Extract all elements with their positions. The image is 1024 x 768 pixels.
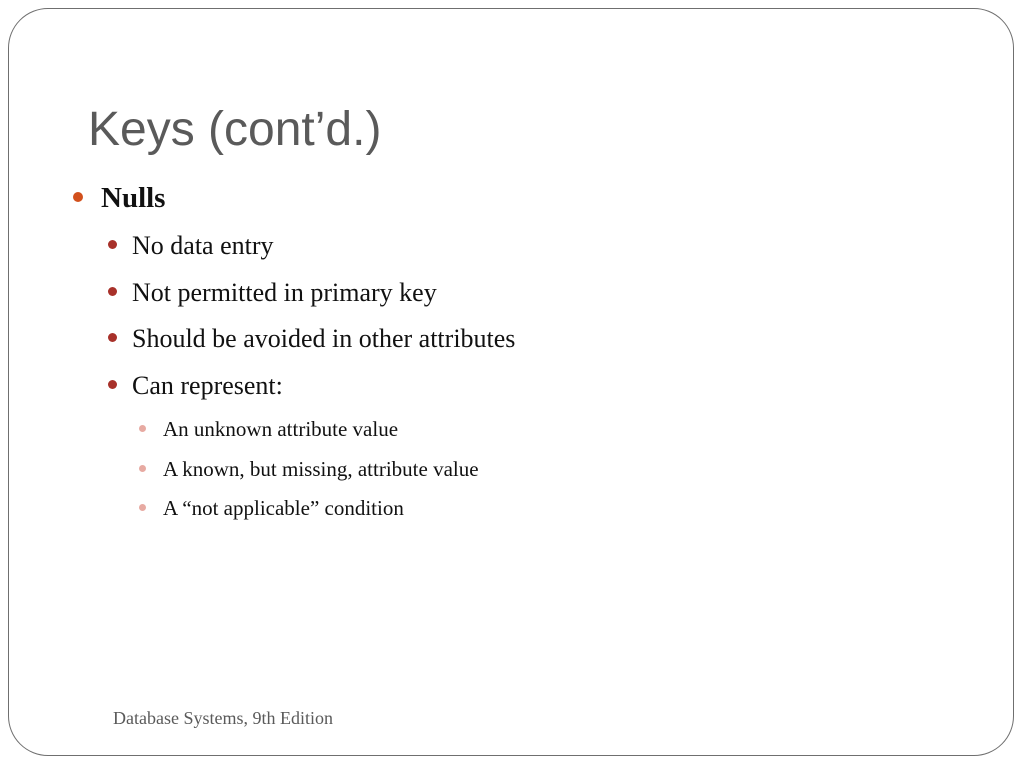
- bullet-marker-icon: [108, 333, 117, 342]
- bullet-text: Not permitted in primary key: [132, 278, 437, 307]
- bullet-marker-icon: [139, 465, 146, 472]
- slide-title: Keys (cont’d.): [88, 103, 382, 156]
- bullet-marker-icon: [73, 192, 83, 202]
- sub-bullet-item: [132, 370, 283, 402]
- bullet-marker-icon: [108, 287, 117, 296]
- bullet-marker-icon: [108, 240, 117, 249]
- sub-sub-bullet-item: [163, 495, 404, 521]
- bullet-marker-icon: [108, 380, 117, 389]
- bullet-marker-icon: [139, 504, 146, 511]
- bullet-text: Should be avoided in other attributes: [132, 324, 516, 353]
- sub-bullet-item: [132, 277, 437, 309]
- sub-sub-bullet-item: [163, 416, 398, 442]
- bullet-text: A known, but missing, attribute value: [163, 457, 479, 481]
- bullet-item-nulls: [101, 180, 165, 216]
- bullet-text: No data entry: [132, 231, 274, 260]
- bullet-marker-icon: [139, 425, 146, 432]
- slide-footer: Database Systems, 9th Edition: [113, 708, 333, 728]
- sub-bullet-item: [132, 230, 274, 262]
- sub-bullet-item: [132, 323, 515, 355]
- bullet-text: Nulls: [101, 182, 166, 214]
- bullet-text: Can represent:: [132, 371, 283, 400]
- bullet-text: A “not applicable” condition: [163, 496, 404, 520]
- bullet-text: An unknown attribute value: [163, 417, 399, 441]
- sub-sub-bullet-item: [163, 456, 479, 482]
